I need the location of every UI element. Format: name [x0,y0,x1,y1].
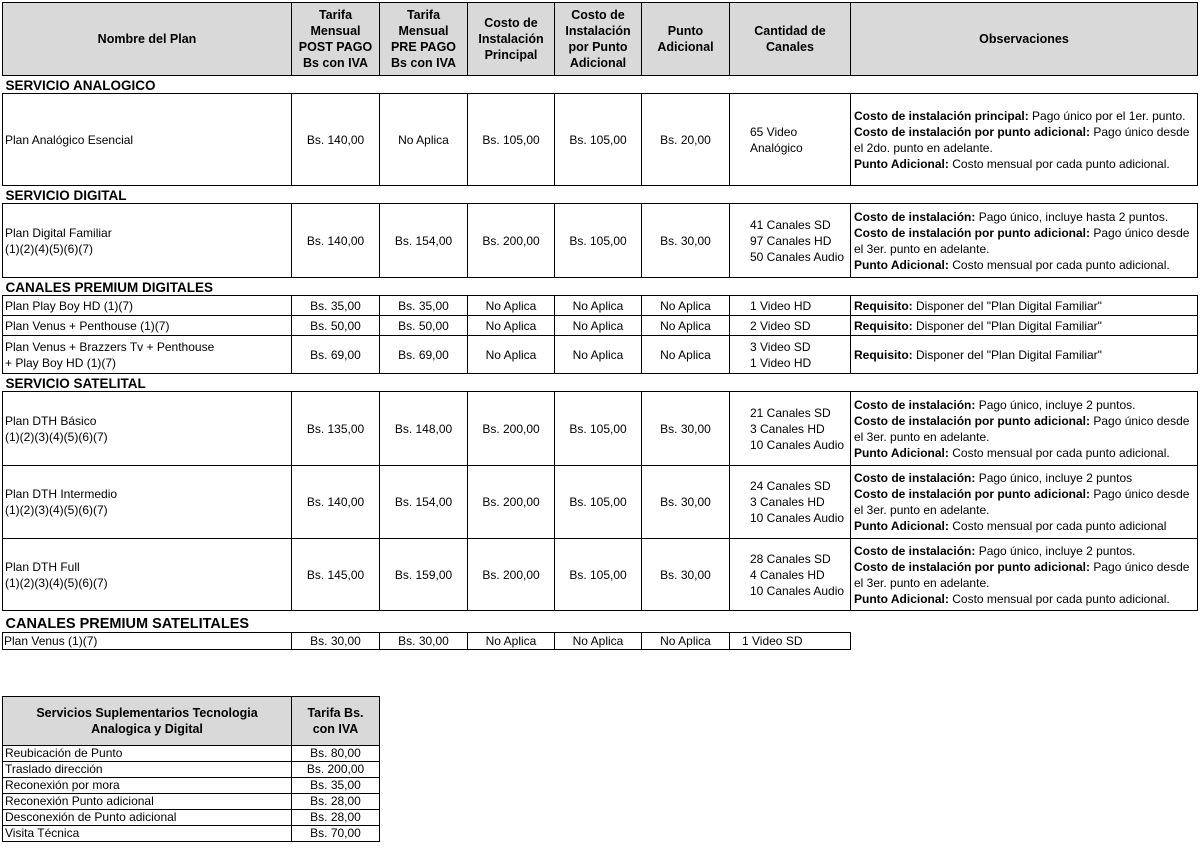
price-punto: No Aplica [642,336,730,374]
price-punto: Bs. 30,00 [642,539,730,611]
price-inst-punto: No Aplica [555,296,642,316]
price-postpago: Bs. 145,00 [292,539,380,611]
plan-name: Plan DTH Básico (1)(2)(3)(4)(5)(6)(7) [3,392,292,466]
price-inst: No Aplica [468,633,555,650]
channels: 1 Video SD [730,633,851,650]
header-inst-punto: Costo de Instalación por Punto Adicional [555,3,642,76]
price-prepago: Bs. 35,00 [380,296,468,316]
table-row [3,466,1198,539]
table-row [3,778,380,794]
header-tarifa: Tarifa Bs. con IVA [292,697,380,746]
section-title: SERVICIO SATELITAL [5,375,146,391]
price-inst-punto: Bs. 105,00 [555,539,642,611]
service-name: Reconexión por mora [3,778,292,794]
supplementary-services [2,696,380,842]
section-title: CANALES PREMIUM SATELITALES [5,616,250,632]
price-prepago: Bs. 159,00 [380,539,468,611]
price-punto: Bs. 20,00 [642,94,730,186]
price-inst-punto: Bs. 105,00 [555,204,642,278]
empty-cell [851,633,1198,650]
service-name: Reconexión Punto adicional [3,794,292,810]
header-prepago: Tarifa Mensual PRE PAGO Bs con IVA [380,3,468,76]
price-prepago: Bs. 69,00 [380,336,468,374]
plan-name: Plan DTH Intermedio (1)(2)(3)(4)(5)(6)(7) [3,466,292,539]
table-row [3,316,1198,336]
channels: 3 Video SD 1 Video HD [730,336,851,374]
price-inst-punto: Bs. 105,00 [555,466,642,539]
price-inst-punto: No Aplica [555,336,642,374]
table-row [3,296,1198,316]
observations: Costo de instalación: Pago único, incluye hasta 2 puntos. Costo de instalación por punto adicional: Pago único desde el 3er. punto en adelante. Punto Adicional: Costo mensual por cada punto adicional. [851,204,1198,278]
price-inst: Bs. 105,00 [468,94,555,186]
price-inst: Bs. 200,00 [468,204,555,278]
price-punto: Bs. 30,00 [642,392,730,466]
price-prepago: Bs. 148,00 [380,392,468,466]
observations: Costo de instalación principal: Pago único por el 1er. punto. Costo de instalación por punto adicional: Pago único desde el 2do. punto en adelante. Punto Adicional: Costo mensual por cada punto adicional. [851,94,1198,186]
plan-name: Plan Play Boy HD (1)(7) [3,296,292,316]
table-row [3,204,1198,278]
price-inst: Bs. 200,00 [468,539,555,611]
price-inst-punto: Bs. 105,00 [555,94,642,186]
supplementary-table [2,696,380,842]
requirement: Requisito: Disponer del "Plan Digital Familiar" [851,336,1198,374]
plans-table [2,2,1198,650]
table-row [3,746,380,762]
price-punto: No Aplica [642,296,730,316]
service-price: Bs. 28,00 [292,810,380,826]
section-title: SERVICIO DIGITAL [5,187,127,203]
service-name: Visita Técnica [3,826,292,842]
service-price: Bs. 70,00 [292,826,380,842]
price-prepago: Bs. 30,00 [380,633,468,650]
price-inst: No Aplica [468,336,555,374]
price-inst-punto: No Aplica [555,633,642,650]
observations: Costo de instalación: Pago único, incluye 2 puntos Costo de instalación por punto adicional: Pago único desde el 3er. punto en adelante. Punto Adicional: Costo mensual por cada punto adicional [851,466,1198,539]
channels: 41 Canales SD 97 Canales HD 50 Canales Audio [730,204,851,278]
table-row [3,762,380,778]
channels: 2 Video SD [730,316,851,336]
plan-name: Plan Venus (1)(7) [3,633,292,650]
header-service: Servicios Suplementarios Tecnologia Analogica y Digital [3,697,292,746]
plan-name: Plan Venus + Penthouse (1)(7) [3,316,292,336]
price-postpago: Bs. 140,00 [292,94,380,186]
price-postpago: Bs. 135,00 [292,392,380,466]
section-premium-satelitales [3,611,1198,633]
table-row [3,539,1198,611]
price-inst: No Aplica [468,316,555,336]
price-punto: No Aplica [642,633,730,650]
channels: 65 Video Analógico [730,94,851,186]
requirement: Requisito: Disponer del "Plan Digital Familiar" [851,296,1198,316]
price-inst-punto: No Aplica [555,316,642,336]
table-row [3,826,380,842]
service-name: Reubicación de Punto [3,746,292,762]
price-prepago: Bs. 154,00 [380,466,468,539]
price-postpago: Bs. 50,00 [292,316,380,336]
price-punto: No Aplica [642,316,730,336]
channels: 28 Canales SD 4 Canales HD 10 Canales Audio [730,539,851,611]
section-premium-digitales [3,278,1198,296]
plan-name: Plan DTH Full (1)(2)(3)(4)(5)(6)(7) [3,539,292,611]
table-row [3,392,1198,466]
service-name: Traslado dirección [3,762,292,778]
service-price: Bs. 35,00 [292,778,380,794]
plan-name: Plan Digital Familiar (1)(2)(4)(5)(6)(7) [3,204,292,278]
header-postpago: Tarifa Mensual POST PAGO Bs con IVA [292,3,380,76]
price-postpago: Bs. 140,00 [292,204,380,278]
requirement: Requisito: Disponer del "Plan Digital Familiar" [851,316,1198,336]
price-inst: Bs. 200,00 [468,392,555,466]
section-analogico [3,76,1198,94]
header-punto-adicional: Punto Adicional [642,3,730,76]
price-inst-punto: Bs. 105,00 [555,392,642,466]
service-price: Bs. 28,00 [292,794,380,810]
service-price: Bs. 200,00 [292,762,380,778]
header-inst-principal: Costo de Instalación Principal [468,3,555,76]
price-postpago: Bs. 69,00 [292,336,380,374]
channels: 24 Canales SD 3 Canales HD 10 Canales Audio [730,466,851,539]
header-canales: Cantidad de Canales [730,3,851,76]
plans-table-container [2,2,1198,650]
price-prepago: Bs. 50,00 [380,316,468,336]
price-postpago: Bs. 35,00 [292,296,380,316]
section-title: CANALES PREMIUM DIGITALES [5,279,214,295]
section-satelital [3,374,1198,392]
table-row [3,336,1198,374]
price-inst: Bs. 200,00 [468,466,555,539]
table-row [3,94,1198,186]
channels: 21 Canales SD 3 Canales HD 10 Canales Audio [730,392,851,466]
table-row [3,633,1198,650]
header-plan: Nombre del Plan [3,3,292,76]
price-punto: Bs. 30,00 [642,466,730,539]
price-inst: No Aplica [468,296,555,316]
supplementary-header [3,697,380,746]
price-postpago: Bs. 140,00 [292,466,380,539]
price-postpago: Bs. 30,00 [292,633,380,650]
observations: Costo de instalación: Pago único, incluye 2 puntos. Costo de instalación por punto adicional: Pago único desde el 3er. punto en adelante. Punto Adicional: Costo mensual por cada punto adicional. [851,539,1198,611]
table-row [3,810,380,826]
header-observaciones: Observaciones [851,3,1198,76]
plan-name: Plan Venus + Brazzers Tv + Penthouse + Play Boy HD (1)(7) [3,336,292,374]
table-row [3,794,380,810]
section-title: SERVICIO ANALOGICO [5,77,156,93]
service-price: Bs. 80,00 [292,746,380,762]
section-digital [3,186,1198,204]
price-prepago: Bs. 154,00 [380,204,468,278]
header-row [3,3,1198,76]
price-prepago: No Aplica [380,94,468,186]
service-name: Desconexión de Punto adicional [3,810,292,826]
observations: Costo de instalación: Pago único, incluye 2 puntos. Costo de instalación por punto adicional: Pago único desde el 3er. punto en adelante. Punto Adicional: Costo mensual por cada punto adicional. [851,392,1198,466]
channels: 1 Video HD [730,296,851,316]
plan-name: Plan Analógico Esencial [3,94,292,186]
price-punto: Bs. 30,00 [642,204,730,278]
